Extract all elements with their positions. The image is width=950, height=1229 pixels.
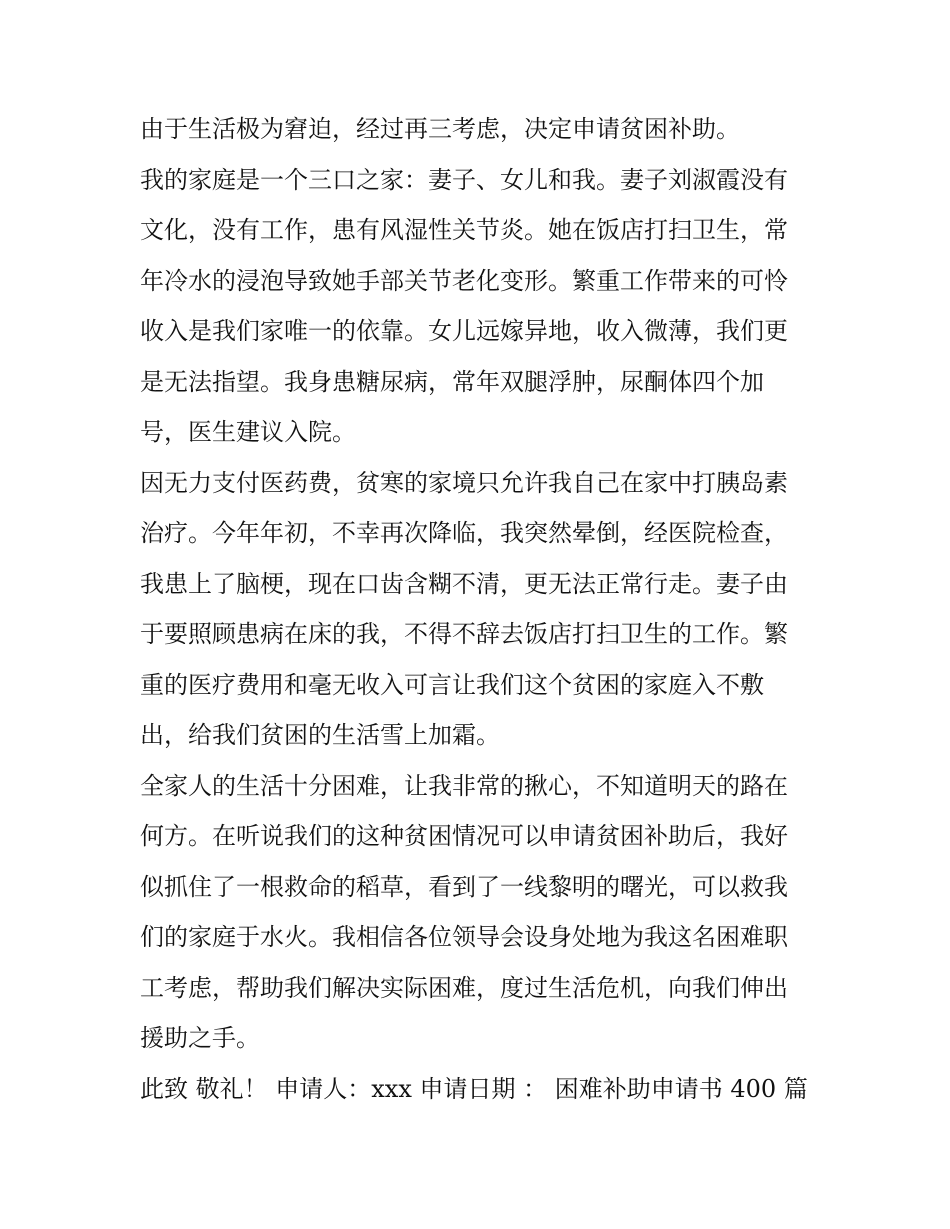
document-body bbox=[140, 104, 820, 1114]
text-line: 收入是我们家唯一的依靠。女儿远嫁异地，收入微薄，我们更 bbox=[140, 317, 788, 345]
paragraph-medical bbox=[140, 458, 820, 761]
text-line: 似抓住了一根救命的稻草，看到了一线黎明的曙光，可以救我 bbox=[140, 872, 788, 901]
paragraph-family bbox=[140, 155, 820, 458]
text-line: 们的家庭于水火。我相信各位领导会设身处地为我这名困难职 bbox=[140, 923, 788, 951]
text-line: 全家人的生活十分困难，让我非常的揪心，不知道明天的路在 bbox=[140, 771, 788, 800]
paragraph-intro bbox=[140, 104, 820, 155]
text-line: 重的医疗费用和毫无收入可言让我们这个贫困的家庭入不敷 bbox=[140, 670, 764, 699]
text-line: 工考虑，帮助我们解决实际困难，度过生活危机，向我们伸出 bbox=[140, 973, 788, 1002]
text-line: 由于生活极为窘迫，经过再三考虑，决定申请贫困补助。 bbox=[140, 115, 740, 143]
text-line: 出，给我们贫困的生活雪上加霜。 bbox=[140, 721, 500, 749]
text-line: 援助之手。 bbox=[140, 1024, 260, 1052]
text-line: 文化，没有工作，患有风湿性关节炎。她在饭店打扫卫生，常 bbox=[140, 216, 788, 244]
text-line: 我的家庭是一个三口之家：妻子、女儿和我。妻子刘淑霞没有 bbox=[140, 165, 788, 194]
paragraph-request bbox=[140, 761, 820, 1064]
text-line: 号，医生建议入院。 bbox=[140, 418, 356, 446]
text-line: 因无力支付医药费，贫寒的家境只允许我自己在家中打胰岛素 bbox=[140, 468, 788, 497]
text-line: 是无法指望。我身患糖尿病，常年双腿浮肿，尿酮体四个加 bbox=[140, 367, 764, 396]
paragraph-closing bbox=[140, 1064, 820, 1115]
text-line: 于要照顾患病在床的我，不得不辞去饭店打扫卫生的工作。繁 bbox=[140, 620, 788, 648]
closing-line: 此致 敬礼！ 申请人：xxx 申请日期 ： 困难补助申请书 400 篇 bbox=[140, 1074, 808, 1103]
text-line: 我患上了脑梗，现在口齿含糊不清，更无法正常行走。妻子由 bbox=[140, 569, 788, 598]
text-line: 治疗。今年年初，不幸再次降临，我突然晕倒，经医院检查， bbox=[140, 519, 788, 547]
text-line: 何方。在听说我们的这种贫困情况可以申请贫困补助后，我好 bbox=[140, 822, 788, 850]
text-line: 年冷水的浸泡导致她手部关节老化变形。繁重工作带来的可怜 bbox=[140, 266, 788, 295]
